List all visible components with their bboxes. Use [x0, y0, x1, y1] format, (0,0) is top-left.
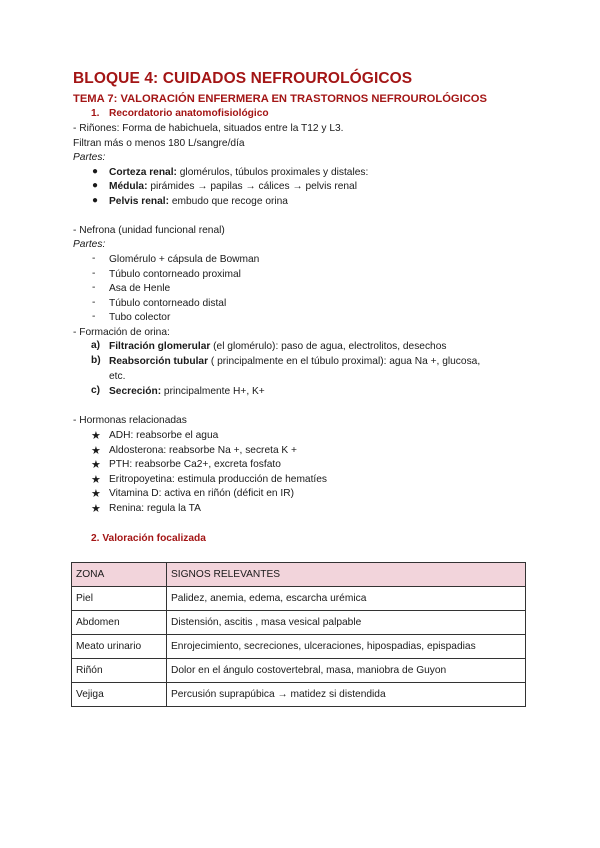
- star-icon: ★: [91, 459, 101, 471]
- topic-title: TEMA 7: VALORACIÓN ENFERMERA EN TRASTORNOS NEFROUROLÓGICOS: [73, 93, 487, 105]
- signs-cell: Palidez, anemia, edema, escarcha urémica: [167, 587, 526, 611]
- list-marker: b): [91, 355, 101, 366]
- dash-marker: -: [92, 253, 96, 264]
- table-header-row: [72, 563, 526, 587]
- hormone-item: Renina: regula la TA: [109, 503, 201, 514]
- hormones-line: - Hormonas relacionadas: [73, 415, 187, 426]
- zone-cell: Abdomen: [72, 611, 167, 635]
- signs-cell: Enrojecimiento, secreciones, ulceraciones, hipospadias, epispadias: [167, 635, 526, 659]
- nephron-part-item: Tubo colector: [109, 312, 171, 323]
- section1-number: 1.: [91, 108, 100, 119]
- star-icon: ★: [91, 445, 101, 457]
- kidney-part-item: Médula: pirámides → papilas → cálices → pelvis renal: [109, 181, 357, 192]
- column-header-zone: ZONA: [72, 563, 167, 587]
- urine-step-continuation: etc.: [109, 371, 126, 382]
- nephron-part-item: Glomérulo + cápsula de Bowman: [109, 254, 260, 265]
- nephron-part-item: Túbulo contorneado distal: [109, 298, 227, 309]
- block-title: BLOQUE 4: CUIDADOS NEFROUROLÓGICOS: [73, 70, 413, 87]
- table-row: [72, 611, 526, 635]
- section2-title: 2. Valoración focalizada: [91, 533, 206, 544]
- kidney-part-item: Pelvis renal: embudo que recoge orina: [109, 196, 288, 207]
- dash-marker: -: [92, 311, 96, 322]
- signs-cell: Distensión, ascitis , masa vesical palpable: [167, 611, 526, 635]
- table-row: [72, 683, 526, 707]
- dash-marker: -: [92, 282, 96, 293]
- urine-formation-line: - Formación de orina:: [73, 327, 170, 338]
- dash-marker: -: [92, 297, 96, 308]
- parts-label: Partes:: [73, 152, 106, 163]
- hormone-item: PTH: reabsorbe Ca2+, excreta fosfato: [109, 459, 281, 470]
- zone-cell: Vejiga: [72, 683, 167, 707]
- zone-cell: Meato urinario: [72, 635, 167, 659]
- bullet-dot-icon: ●: [92, 166, 99, 177]
- table-row: [72, 587, 526, 611]
- list-marker: c): [91, 385, 101, 396]
- kidneys-line: - Riñones: Forma de habichuela, situados entre la T12 y L3.: [73, 123, 344, 134]
- nephron-parts-label: Partes:: [73, 239, 106, 250]
- hormone-item: Vitamina D: activa en riñón (déficit en IR): [109, 488, 294, 499]
- table-row: [72, 659, 526, 683]
- nephron-part-item: Túbulo contorneado proximal: [109, 269, 241, 280]
- list-marker: a): [91, 340, 101, 351]
- filter-line: Filtran más o menos 180 L/sangre/día: [73, 138, 245, 149]
- dash-marker: -: [92, 268, 96, 279]
- hormone-item: Eritropoyetina: estimula producción de hematíes: [109, 474, 328, 485]
- star-icon: ★: [91, 430, 101, 442]
- signs-cell: Percusión suprapúbica → matidez si distendida: [167, 683, 526, 707]
- nephron-line: - Nefrona (unidad funcional renal): [73, 225, 225, 236]
- zone-cell: Riñón: [72, 659, 167, 683]
- bullet-dot-icon: ●: [92, 195, 99, 206]
- table-row: [72, 635, 526, 659]
- signs-table: [71, 562, 526, 707]
- urine-step-item: Filtración glomerular (el glomérulo): paso de agua, electrolitos, desechos: [109, 341, 447, 352]
- hormone-item: Aldosterona: reabsorbe Na +, secreta K +: [109, 445, 298, 456]
- zone-cell: Piel: [72, 587, 167, 611]
- bullet-dot-icon: ●: [92, 180, 99, 191]
- column-header-signs: SIGNOS RELEVANTES: [167, 563, 526, 587]
- star-icon: ★: [91, 488, 101, 500]
- signs-cell: Dolor en el ángulo costovertebral, masa, maniobra de Guyon: [167, 659, 526, 683]
- section1-title: Recordatorio anatomofisiológico: [109, 108, 269, 119]
- star-icon: ★: [91, 503, 101, 515]
- star-icon: ★: [91, 474, 101, 486]
- urine-step-item: Reabsorción tubular ( principalmente en el túbulo proximal): agua Na +, glucosa,: [109, 356, 481, 367]
- kidney-part-item: Corteza renal: glomérulos, túbulos proximales y distales:: [109, 167, 369, 178]
- nephron-part-item: Asa de Henle: [109, 283, 171, 294]
- urine-step-item: Secreción: principalmente H+, K+: [109, 386, 265, 397]
- hormone-item: ADH: reabsorbe el agua: [109, 430, 219, 441]
